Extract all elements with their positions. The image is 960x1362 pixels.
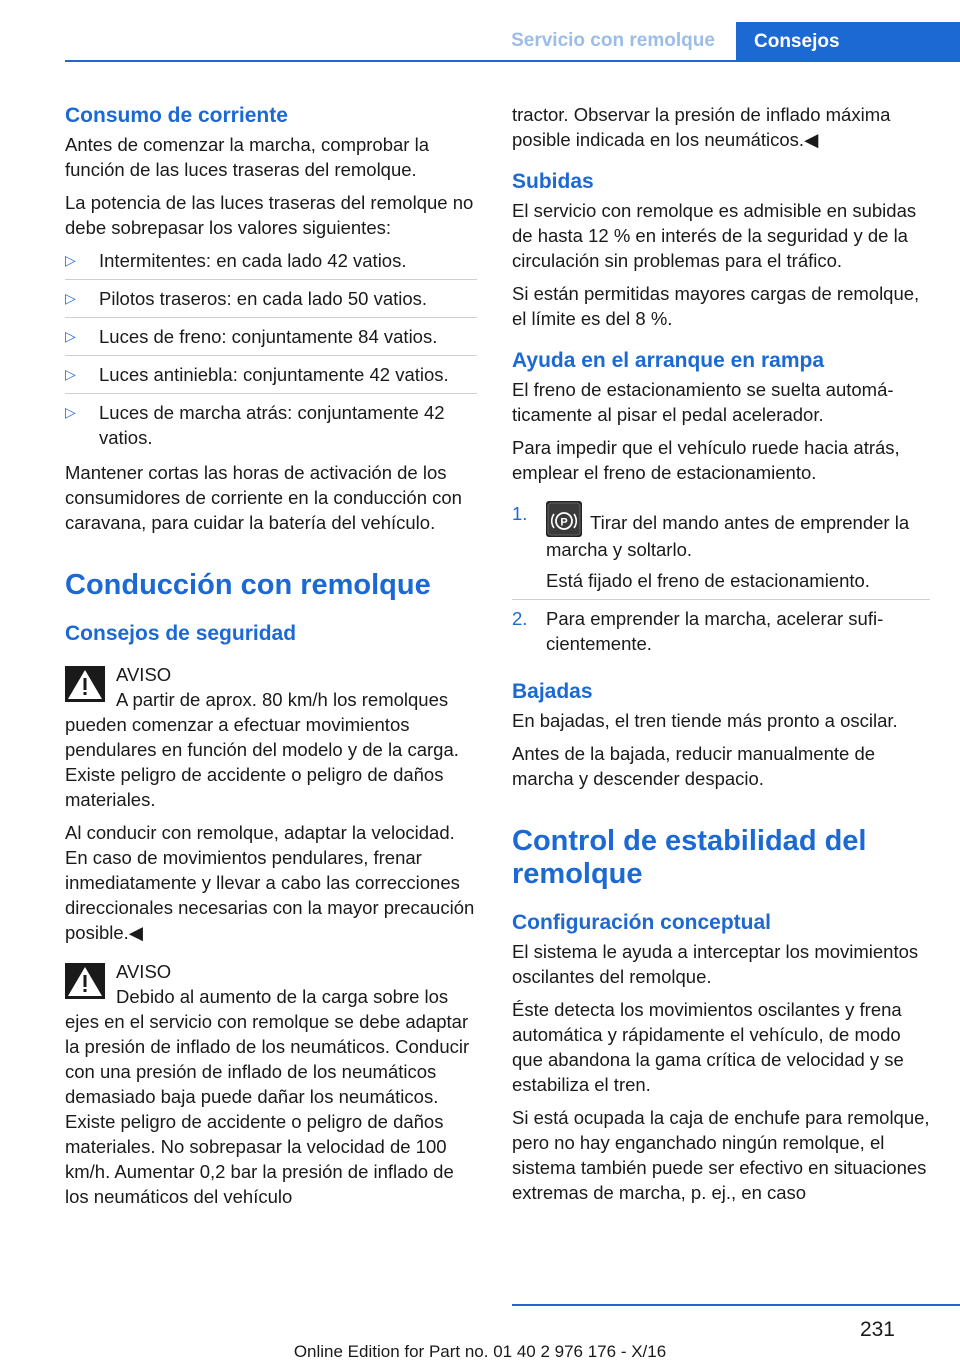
list-item: ▷ Luces de freno: conjuntamente 84 vatios. (65, 324, 477, 356)
paragraph: En bajadas, el tren tiende más pronto a oscilar. (512, 710, 898, 731)
header-rule (65, 60, 960, 62)
triangle-bullet-icon: ▷ (65, 366, 76, 382)
paragraph: Si está ocupada la caja de enchufe para remolque, pero no hay enganchado ningún remolque, el sistema también puede ser efectivo en situaciones extremas de marcha, p. ej., en caso (512, 1107, 930, 1203)
step-text: Tirar del mando antes de emprender la marcha y soltarlo. (546, 512, 910, 560)
heading-conduccion: Conducción con remolque (65, 569, 431, 601)
warning-text: Debido al aumento de la carga sobre los ejes en el servicio con remolque se debe adaptar la presión de inflado de los neumáticos. Conducir con una presión de inflado de los neumáticos demasiado baja puede dañar los neumáticos. Existe peligro de accidente o peligro de daños materiales. No sobrepasar la velocidad de 100 km/h. Aumentar 0,2 bar la presión de inflado de los neumáticos del vehículo (65, 986, 470, 1207)
paragraph: Si están permitidas mayores cargas de remolque, el límite es del 8 %. (512, 283, 920, 329)
list-item (512, 606, 930, 662)
paragraph: Al conducir con remolque, adaptar la velocidad. En caso de movimientos pendulares, frenar inmediatamente y llevar a cabo las correcciones direccionales necesarias con la mayor precaución posible.◀ (65, 822, 475, 943)
footer-rule (512, 1304, 960, 1306)
paragraph: Para impedir que el vehículo ruede hacia atrás, emplear el freno de estacionamiento. (512, 437, 900, 483)
paragraph: Éste detecta los movimientos oscilantes y frena automática y rápidamente el vehículo, de modo que abandona la gama crítica de velocidad y se estabiliza el tren. (512, 999, 904, 1095)
heading-configuracion: Configuración conceptual (512, 911, 772, 934)
list-item: ▷ Luces antiniebla: conjuntamente 42 vatios. (65, 362, 477, 394)
step-text: Para emprender la marcha, acelerar suficientemente. (546, 608, 884, 654)
list-item: ▷ Intermitentes: en cada lado 42 vatios. (65, 248, 477, 280)
section-tab: Servicio con remolque (511, 30, 715, 51)
paragraph: Antes de la bajada, reducir manualmente de marcha y descender despacio. (512, 743, 876, 789)
triangle-bullet-icon: ▷ (65, 328, 76, 344)
warning-title: AVISO (116, 664, 172, 685)
paragraph: Mantener cortas las horas de activación de los consumidores de corriente en la conducción con caravana, para cuidar la batería del vehículo. (65, 462, 462, 533)
heading-subidas: Subidas (512, 170, 594, 193)
paragraph: El freno de estacionamiento se suelta automáticamente al pisar el pedal acelerador. (512, 379, 894, 425)
heading-control-estabilidad: Control de estabilidad del remolque (512, 825, 867, 890)
warning-triangle-icon (65, 963, 105, 999)
warning-block (65, 959, 477, 1209)
lights-list (65, 248, 477, 456)
edition-note: Online Edition for Part no. 01 40 2 976 176 - X/16 (293, 1342, 667, 1361)
heading-consumo: Consumo de corriente (65, 104, 288, 127)
steps-list (512, 501, 930, 662)
paragraph: Antes de comenzar la marcha, comprobar la función de las luces traseras del remolque. (65, 134, 430, 180)
step-result: Está fijado el freno de estacionamiento. (546, 570, 870, 591)
list-item: ▷ Luces de marcha atrás: conjuntamente 42 vatios. (65, 402, 445, 448)
heading-consejos-seguridad: Consejos de seguridad (65, 622, 297, 645)
step-number: 1. (512, 503, 528, 524)
step-number: 2. (512, 608, 528, 629)
svg-text:P: P (560, 516, 568, 529)
list-item (512, 501, 930, 600)
paragraph: La potencia de las luces traseras del remolque no debe sobrepasar los valores siguientes: (65, 192, 474, 238)
page-number: 231 (859, 1318, 895, 1341)
triangle-bullet-icon: ▷ (65, 404, 76, 420)
heading-ayuda-arranque: Ayuda en el arranque en rampa (512, 349, 824, 372)
page-header (0, 0, 960, 62)
warning-text: A partir de aprox. 80 km/h los remolques pueden comenzar a efectuar movimientos pendulares en función del modelo y de la carga. Existe peligro de accidente o peligro de daños materiales. (65, 689, 459, 810)
paragraph: El servicio con remolque es admisible en subidas de hasta 12 % en interés de la seguridad y de la circulación sin problemas para el tráfico. (512, 200, 917, 271)
parking-brake-button-icon (546, 501, 582, 537)
warning-block (65, 662, 477, 812)
list-item: ▷ Pilotos traseros: en cada lado 50 vatios. (65, 286, 477, 318)
warning-triangle-icon (65, 666, 105, 702)
paragraph: tractor. Observar la presión de inflado máxima posible indicada en los neumáticos.◀ (512, 104, 891, 150)
triangle-bullet-icon: ▷ (65, 252, 76, 268)
heading-bajadas: Bajadas (512, 680, 593, 703)
triangle-bullet-icon: ▷ (65, 290, 76, 306)
paragraph: El sistema le ayuda a interceptar los movimientos oscilantes del remolque. (512, 941, 919, 987)
warning-title: AVISO (116, 961, 172, 982)
left-column (65, 102, 477, 1217)
active-tab: Consejos (736, 22, 960, 62)
right-column (512, 102, 930, 1213)
